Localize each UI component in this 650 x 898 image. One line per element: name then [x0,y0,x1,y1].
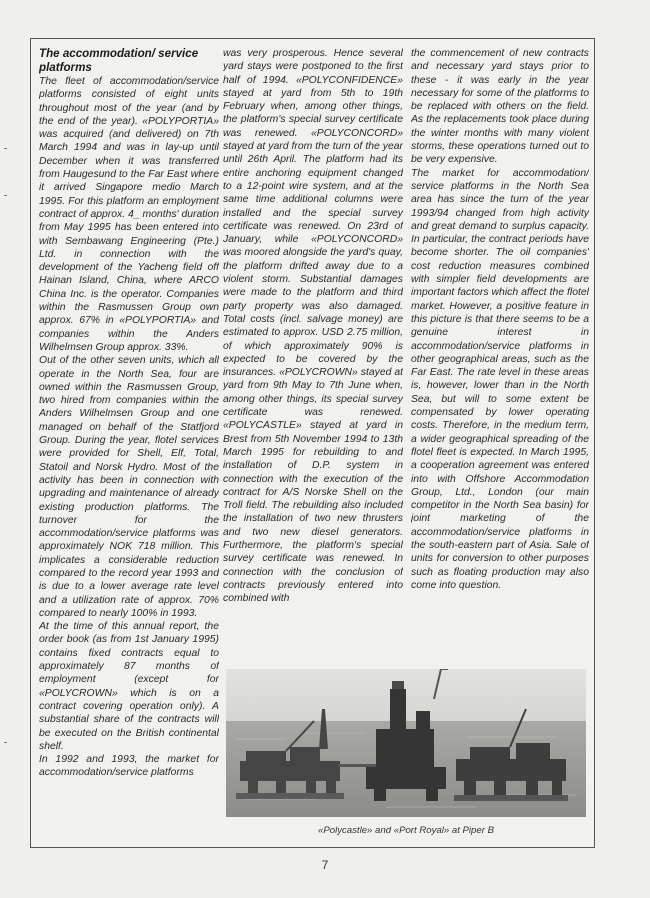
paragraph: The market for accommodation/ service platforms in the North Sea area has since the turn of the year 1993/94 changed from high activity and great demand to surplus capacity. In particular, the contract periods have become shorter. The oil companies' cost reduction measures combined with simpler field developments are important factors which affect the flotel market. However, a positive feature in this picture is that there seems to be a genuine interest in accommodation/service platforms in other geographical areas, such as the Far East. The rate level in these areas is, however, lower than in the North Sea, but will to some extent be compensated by lower operating costs. Therefore, in the medium term, a wider geographical spreading of the flotel fleet is expected. In March 1995, a cooperation agreement was entered into with Offshore Accommodation Group, Ltd., London (our main competitor in the North Sea basin) for joint marketing of the accommodation/service platforms in the south-eastern part of Asia. Sale of units for conversion to other purposes such as floating production may also come into question. [411,167,589,591]
page-number: 7 [321,858,329,872]
text-column-3 [411,47,589,672]
page-frame [30,38,595,848]
platform-photo [226,669,586,817]
binder-mark [4,195,7,196]
paragraph: At the time of this annual report, the order book (as from 1st January 1995) contains fixed contracts equal to approximately 87 months of employment (except for «POLYCROWN» which is on a contract covering operation only). A substantial share of the contracts will be executed on the British continental shelf. [39,621,219,752]
paragraph: In 1992 and 1993, the market for accommodation/service platforms [39,754,219,779]
gangway [338,764,380,767]
paragraph: the commencement of new contracts and necessary yard stays prior to these - it was early in the year necessary for some of the platforms to be replaced with others on the field. As the replacements took place during the winter months with many violent storms, these operations turned out to be very expensive. [411,48,589,166]
binder-mark [4,148,7,149]
paragraph: The fleet of accommodation/service platforms consisted of eight units throughout most of the year (and by the end of the year). «POLYPORTIA» was acquired (and delivered) on 7th March 1994 and was in lay-up until December when it was transferred from Haugesund to the Far East where it arrived Singapore medio March 1995. For this platform an employment contract of approx. 4_ months' duration from May 1995 has been entered into with Sembawang Engineering (Pte.) Ltd. in connection with the development of the Yacheng field off Hainan Island, China, where ARCO China Inc. is the operator. Companies within the Rasmussen Group own approx. 67% in «POLYPORTIA» and companies within the Anders Wilhelmsen Group approx. 33%. [39,76,219,353]
section-heading: The accommodation/ service platforms [39,47,199,74]
text-column-1 [39,47,219,843]
platform-photo-illustration [226,669,586,817]
binder-mark [4,742,7,743]
text-column-2 [223,47,403,672]
paragraph: Out of the other seven units, which all operate in the North Sea, four are owned within the Rasmussen Group, two hired from companies within the Anders Wilhelmsen Group and one managed on behalf of the Statfjord Group. During the year, flotel services were provided for Shell, Elf, Total, Statoil and Norsk Hydro. Most of the activity has been in connection with upgrading and maintenance of already existing production platforms. The turnover for the accommodation/service platforms was approximately NOK 718 million. This implicates a considerable reduction compared to the record year 1993 and is due to a lower average rate level and a utilization rate of approx. 70% compared to nearly 100% in 1993. [39,355,219,619]
photo-caption: «Polycastle» and «Port Royal» at Piper B [318,825,494,836]
paragraph: was very prosperous. Hence several yard stays were postponed to the first half of 1994. «POLYCONFIDENCE» stayed at yard from 5th to 19th February when, among other things, the platform's special survey certificate was renewed. «POLYCONCORD» stayed at yard from the turn of the year until 26th April. The platform had its entire anchoring equipment changed to a 12-point wire system, and at the same time additional columns were installed and the special survey certificate was renewed. On 23rd of January, while «POLYCONCORD» was moored alongside the yard's quay, the platform drifted away due to a violent storm. Substantial damages were made to the platform and third party property was also damaged. Total costs (incl. salvage money) are estimated to approx. USD 2.75 million, of which approximately 90% is expected to be covered by the insurances. «POLYCROWN» stayed at yard from 9th May to 7th June when, among other things, its special survey certificate was renewed. «POLYCASTLE» stayed at yard in Brest from 5th November 1994 to 13th March 1995 for rebuilding to and installation of D.P. system in connection with the execution of the contract for A/S Norske Shell on the Troll field. The rebuilding also included the installation of two new thrusters and two new diesel generators. Furthermore, the platform's special survey certificate was renewed. In connection with the conclusion of contracts previously entered into combined with [223,48,403,605]
